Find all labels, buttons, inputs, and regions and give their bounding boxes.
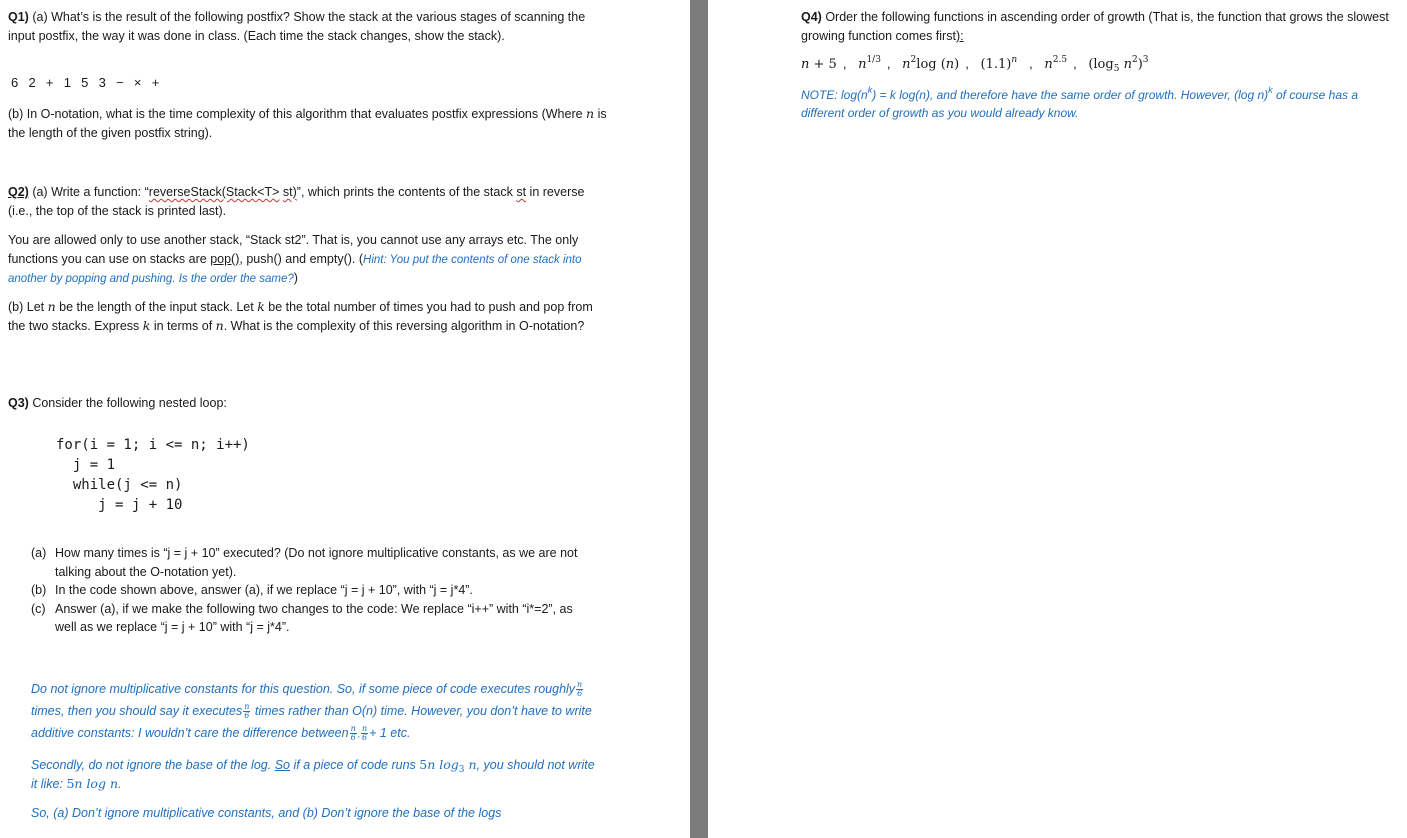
page-gutter xyxy=(690,0,708,838)
function-n2-log-n: $n^2\log$ (n) xyxy=(902,55,960,72)
q3-code-block xyxy=(56,435,250,515)
q1-part-a xyxy=(8,8,600,45)
log-power-expression: (log n)$^k$ xyxy=(1234,85,1273,102)
function-n-2-5: $n^{2.5}$ xyxy=(1044,55,1068,72)
q2-part-a: Q2) (a) Write a function: “reverseStack(Stack<T> st)”, which prints the contents of the stack st in reverse (i.e., the top of the stack is printed last). xyxy=(8,185,585,218)
fraction-n-over-6: $\frac{n}{6}$ xyxy=(350,724,356,743)
code-line: j = j + 10 xyxy=(56,497,183,513)
q3-item-c: (c) Answer (a), if we make the following two changes to the code: We replace “i++” with “i*=2”, as well as we replace “j = j + 10” with “j = j*4”. xyxy=(31,601,573,634)
q1-a-text: (a) What’s is the result of the following postfix? Show the stack at the various stages of scanning the input postfix, the way it was done in class. (Each time the stack changes, show the stack). xyxy=(8,10,586,43)
q4-intro: Q4) Order the following functions in ascending order of growth (That is, the function that grows the slowest growing function comes first): xyxy=(801,10,1389,43)
q2-allowed-operations: You are allowed only to use another stack, “Stack st2”. That is, you cannot use any arrays etc. The only functions you can use on stacks are pop(), push() and empty(). (Hint: You put the contents of one stack into another by popping and pushing. Is the order the same?) xyxy=(8,233,582,285)
q1-postfix-expression: 6 2 + 1 5 3 − × + xyxy=(11,75,161,90)
q3-subquestions xyxy=(31,544,597,637)
log-identity: $\log(n^k) = k$ log(n) xyxy=(841,85,930,102)
q3-label: Q3) xyxy=(8,396,29,410)
right-page xyxy=(708,0,1407,838)
q3-note-log-base: Secondly, do not ignore the base of the log. So if a piece of code runs 5n $\log_3 n$, you should not write it like: 5n log n. xyxy=(31,757,595,791)
q3-item-a: (a) How many times is “j = j + 10” executed? (Do not ignore multiplicative constants, as we are not talking about the O-notation yet). xyxy=(31,546,578,579)
q2-hint: Hint: You put the contents of one stack into another by popping and pushing. Is the order the same? xyxy=(8,253,582,285)
q4-note: NOTE: $\log(n^k) = k$ log(n), and therefore have the same order of growth. However, (log n)$^k$ of course has a different order of growth as you would already know. xyxy=(801,85,1359,120)
fraction-n-over-6: $\frac{n}{6}$ xyxy=(244,702,250,721)
q1-label: Q1) xyxy=(8,10,29,24)
q3-item-b: (b) In the code shown above, answer (a), if we replace “j = j + 10”, with “j = j*4”. xyxy=(31,583,473,597)
code-line: while(j <= n) xyxy=(56,477,183,493)
function-log5-n2-cubed: ($\log_5$ $n^2)^3$ xyxy=(1088,55,1149,74)
q3-intro: Q3) Consider the following nested loop: xyxy=(8,396,227,410)
fraction-n-over-6: $\frac{n}{6}$ xyxy=(577,680,583,699)
function-n-plus-5: n + 5 xyxy=(801,57,837,72)
code-line: j = 1 xyxy=(56,457,116,473)
q1-part-b: (b) In O-notation, what is the time complexity of this algorithm that evaluates postfix expressions (Where n is the length of the given postfix string). xyxy=(8,106,607,140)
function-signature: reverseStack(Stack<T> xyxy=(148,185,280,199)
q2-label: Q2) xyxy=(8,185,29,199)
q4-label: Q4) xyxy=(801,10,822,24)
code-line: for(i = 1; i <= n; i++) xyxy=(56,437,250,453)
function-n-one-third: $n^{1/3}$ xyxy=(858,55,881,72)
expr-5n-log3-n: 5n $\log_3 n$ xyxy=(419,757,477,775)
fraction-n-over-6: $\frac{n}{6}$ xyxy=(361,724,368,743)
expr-5n-log-n: 5n log n xyxy=(66,775,119,791)
q3-summary-note: So, (a) Don’t ignore multiplicative constants, and (b) Don’t ignore the base of the logs xyxy=(31,806,502,820)
q2-part-b: (b) Let n be the length of the input stack. Let k be the total number of times you had to push and pop from the two stacks. Express k in terms of n. What is the complexity of this reversing algorithm in O-notation? xyxy=(8,299,593,333)
q4-function-list: n + 5 , $n^{1/3}$ , $n^2\log$ (n) , $(1.1)^n$ , $n^{2.5}$ , ($\log_5$ $n^2)^3$ xyxy=(801,55,1149,74)
left-page xyxy=(0,0,690,838)
function-1-1-power-n: $(1.1)^n$ xyxy=(980,55,1018,72)
q3-note-constants: Do not ignore multiplicative constants for this question. So, if some piece of code executes roughly $\frac{n}{6}$ times, then you should say it executes $\frac{n}{6}$ times rather than O(n) time. However, you don’t have to write additive constants: I wouldn’t care the difference between $\frac{n}{6}$ , $\frac{n}{6}$ + 1 etc. xyxy=(31,680,592,743)
